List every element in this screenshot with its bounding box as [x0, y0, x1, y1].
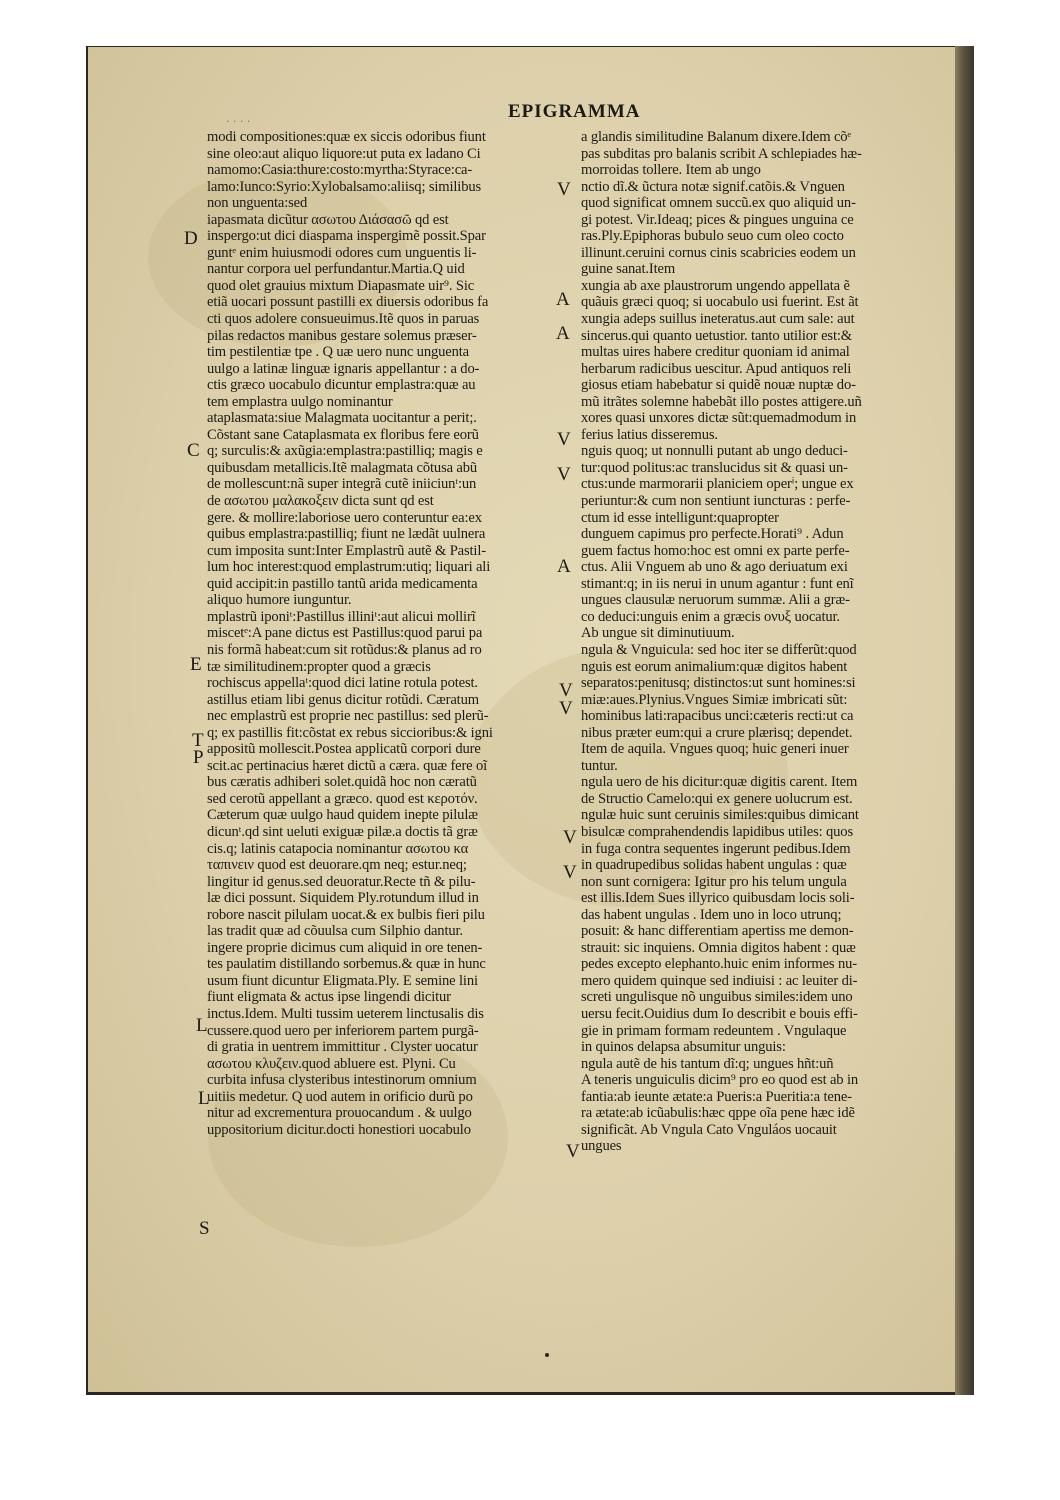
drop-initial: A [556, 323, 570, 344]
text-line: de Structio Camelo:qui ex genere uolucrum est. [581, 790, 853, 807]
text-line: ταπινειν quod est deuorare.qm neq; estur.neq; [207, 857, 467, 874]
text-line: ctus:unde marmorarii planiciem operⁱ; ungue ex [581, 476, 854, 493]
text-line: inctus.Idem. Multi tussim ueterem linctusalis dis [207, 1005, 484, 1022]
text-line: appositũ mollescit.Postea applicatũ corpori dure [207, 741, 481, 758]
text-line: xungia adeps suillus ineteratus.aut cum sale: aut [581, 311, 855, 328]
text-line: nibus præter eum:qui a crure plærisq; dependet. [581, 724, 853, 741]
drop-initial: V [566, 1141, 580, 1162]
text-line: de mollescunt:nã super integrã cutẽ iniiciunᵗ:un [207, 476, 477, 493]
drop-initial: D [184, 228, 198, 249]
text-line: est illis.Idem Sues illyrico quibusdam locis soli- [581, 890, 855, 907]
text-line: nguis quoq; ut nonnulli putant ab ungo deduci- [581, 443, 848, 460]
text-line: quod significat omnem succũ.ex quo aliquid un- [581, 195, 856, 212]
text-line: tes paulatim distillando sorbemus.& quæ in hunc [207, 956, 486, 973]
text-line: læ dici possunt. Siquidem Ply.rotundum illud in [207, 890, 479, 907]
text-line: illinunt.ceruini cornus cinis scabricies eodem un [581, 244, 856, 261]
text-line: mplastrũ iponiᵗ:Pastillus illiniᵗ:aut alicui mollirĩ [207, 608, 476, 625]
text-line: bus cæratis adhiberi solet.quidã hoc non cæratũ [207, 774, 477, 791]
text-line: herbarum radicibus uescitur. Apud antiquos reli [581, 360, 852, 377]
text-line: ngula autẽ de his tantum dĩ:q; ungues hñt:uñ [581, 1055, 834, 1072]
left-text-column [207, 129, 551, 1138]
text-line: nitur ad excrementura prouocandum . & uulgo [207, 1105, 472, 1122]
text-line: q; surculis:& axũgia:emplastra:pastilliq; magis e [207, 443, 483, 460]
text-line: rochiscus appellaᵗ:quod dici latine rotula potest. [207, 675, 478, 692]
text-line: quãuis græci quoq; si uocabulo usi fuerint. Est ãt [581, 294, 859, 311]
text-line: das habent ungulas . Idem uno in loco utrunq; [581, 906, 842, 923]
text-line: quibusdam metallicis.Itẽ malagmata cõtusa abũ [207, 459, 478, 476]
text-line: quid accipit:in pastillo tantũ arida medicamenta [207, 575, 478, 592]
text-line: mũ itrãtes solemne habebãt illo postes attigere.uñ [581, 393, 862, 410]
drop-initial: V [559, 698, 573, 719]
drop-initial: S [199, 1218, 210, 1239]
text-line: uersu fecit.Ouidius dum Io describit e bouis effi- [581, 1005, 858, 1022]
drop-initial: A [556, 289, 570, 310]
text-line: dicunᵗ.qd sint ueluti exiguæ pilæ.a doctis tã græ [207, 823, 478, 840]
text-line: gi potest. Vir.Ideaq; pices & pingues unguina ce [581, 211, 854, 228]
text-line: ferius latius disseremus. [581, 426, 718, 443]
drop-initial: A [557, 556, 571, 577]
text-line: co deduci:unguis enim a græcis ονυξ uocatur. [581, 608, 840, 625]
text-line: cti quos adolere consueuimus.Itẽ quos in paruas [207, 311, 480, 328]
text-line: periuntur:& cum non sentiunt iuncturas : perfe- [581, 493, 851, 510]
drop-initial: V [557, 429, 571, 450]
text-line: pilas redactos manibus gestare solemus præser- [207, 327, 477, 344]
text-line: A teneris unguiculis dicim⁹ pro eo quod est ab in [581, 1072, 859, 1089]
text-line: guem factus homo:hoc est omni ex parte perfe- [581, 542, 850, 559]
drop-initial: T [192, 730, 204, 751]
text-line: Cõstant sane Cataplasmata ex floribus fere eorũ [207, 426, 479, 443]
text-line: dunguem capimus pro perfecte.Horati⁹ . Adun [581, 526, 844, 543]
text-line: sincerus.qui quanto uetustior. tanto utilior est:& [581, 327, 852, 344]
text-line: modi compositiones:quæ ex siccis odoribus fiunt [207, 129, 486, 145]
text-line: inspergo:ut dici diaspama inspergimẽ possit.Spar [207, 228, 486, 245]
text-line: nis formã habeat:cum sit rotũdus:& planus ad ro [207, 641, 482, 658]
text-line: fiunt eligmata & actus ipse lingendi dicitur [207, 989, 451, 1006]
text-line: xores quasi unxores dictæ sũt:quemadmodum in [581, 410, 857, 427]
text-line: miscetᵉ:A pane dictus est Pastillus:quod parui pa [207, 625, 483, 642]
text-line: cum imposita sunt:Inter Emplastrũ autẽ & Pastil- [207, 542, 486, 559]
text-line: fantia:ab ieunte ætate:a Pueris:a Pueritia:a tene- [581, 1088, 852, 1105]
drop-initial: L [198, 1088, 210, 1109]
text-line: Item de aquila. Vngues quoq; huic generi inuer [581, 741, 849, 758]
text-line: non sunt cornigera: Igitur pro his telum ungula [581, 873, 847, 890]
text-line: scit.ac pertinacius hæret dictũ a cæra. quæ fere oĩ [207, 757, 488, 774]
text-line: iapasmata dicũtur ασωτου Διάσασῶ qd est [207, 211, 449, 228]
text-line: ασωτου κλυζειν.quod abluere est. Plyni. Cu [207, 1055, 456, 1072]
text-line: mero quidem quinque sed indiuisi : ac leuiter di- [581, 972, 858, 989]
text-line: lum hoc interest:quod emplastrum:utiq; liquari ali [207, 559, 491, 576]
text-line: tæ similitudinem:propter quod a græcis [207, 658, 431, 675]
text-line: ctus. Alii Vnguem ab uno & ago deriuatum exi [581, 559, 848, 576]
text-line: tur:quod politus:ac translucidus sit & quasi un- [581, 459, 848, 476]
text-line: cussere.quod uero per inferiorem partem purgã- [207, 1022, 479, 1039]
running-head: EPIGRAMMA [508, 101, 641, 122]
text-line: guntᵉ enim huiusmodi odores cum unguentis li- [207, 244, 477, 261]
text-line: etiã uocari possunt pastilli ex diuersis odoribus fa [207, 294, 489, 311]
text-line: q; ex pastillis fit:cõstat ex rebus siccioribus:& igni [207, 724, 493, 741]
text-line: quibus emplastra:pastilliq; fiunt ne lædãt uulnera [207, 526, 486, 543]
text-line: separatos:penitusq; distinctos:ut sunt homines:si [581, 675, 856, 692]
text-line: in fuga contra sequentes ingerunt pedibus.Idem [581, 840, 851, 857]
drop-initial: E [190, 654, 202, 675]
right-text-column [581, 129, 923, 1155]
text-line: cis.q; latinis catapocia nominantur ασωτου κα [207, 840, 469, 857]
text-line: curbita infusa clysteribus intestinorum omnium [207, 1072, 477, 1089]
spine-strip [955, 46, 974, 1395]
text-line: in quadrupedibus solidas habent ungulas : quæ [581, 857, 847, 874]
text-line: sed cerotũ appellant a græco. quod est κεροτόν. [207, 790, 478, 807]
text-line: non unguenta:sed [207, 195, 308, 212]
text-line: in quinos delapsa absumitur unguis: [581, 1039, 786, 1056]
text-line: giosus etiam habebatur si quidẽ nouæ nuptæ do- [581, 377, 856, 394]
text-line: uitiis medetur. Q uod autem in orificio durũ po [207, 1088, 473, 1105]
text-line: bisulcæ comprahendendis lapidibus utiles: quos [581, 823, 853, 840]
text-line: strauit: sic inquiens. Omnia digitos habent : quæ [581, 939, 856, 956]
text-line: stimant:q; in iis nerui in unum agantur : funt enĩ [581, 575, 854, 592]
text-line: nguis est eorum animalium:quæ digitos habent [581, 658, 848, 675]
text-line: nantur corpora uel perfundantur.Martia.Q uid [207, 261, 465, 278]
text-line: posuit: & hanc differentiam apertiss me demon- [581, 923, 854, 940]
text-line: sine oleo:aut aliquo liquore:ut puta ex ladano Ci [207, 145, 481, 162]
text-line: usum fiunt dicuntur Eligmata.Ply. E semine lini [207, 972, 478, 989]
text-line: quod olet grauius mixtum Diapasmate uir⁹. Sic [207, 277, 475, 294]
drop-initial: V [563, 862, 577, 883]
drop-initial: C [187, 440, 200, 461]
text-line: miæ:aues.Plynius.Vngues Simiæ imbricati sũt: [581, 691, 848, 708]
text-line: uulgo a latinæ linguæ ignaris appellantur : a do- [207, 360, 480, 377]
text-line: gere. & mollire:laboriose uero conteruntur ea:ex [207, 509, 482, 526]
text-line: Ab ungue sit diminutiuum. [581, 625, 735, 642]
text-line: ra ætate:ab icũabulis:hæc qppe oĩa pene hæc idẽ [581, 1105, 855, 1122]
folio-mark: · · · · [226, 115, 251, 128]
text-line: hominibus lati:rapacibus unci:cæteris recti:ut ca [581, 708, 854, 725]
text-line: screti ungulisque nõ unguibus similes:idem uno [581, 989, 853, 1006]
text-line: ctis græco uocabulo dicuntur emplastra:quæ au [207, 377, 476, 394]
text-line: guine sanat.Item [581, 261, 676, 278]
text-line: ctum id esse intelligunt:quapropter [581, 509, 779, 526]
text-line: lingitur id genus.sed deuoratur.Recte tñ & pilu- [207, 873, 476, 890]
page-ink-dot [545, 1353, 549, 1357]
text-line: nctio dĩ.& ũctura notæ signif.catõis.& Vnguen [581, 178, 845, 195]
drop-initial: V [559, 680, 573, 701]
text-line: ingere proprie dicimus cum aliquid in ore tenen- [207, 939, 483, 956]
text-line: ngulæ huic sunt ceruinis similes:quibus dimicant [581, 807, 859, 824]
text-line: significãt. Ab Vngula Cato Vnguláos uocauit [581, 1121, 837, 1138]
text-line: tim pestilentiæ tpe . Q uæ uero nunc unguenta [207, 344, 469, 361]
text-line: ungues clausulæ neruorum summæ. Alii a græ- [581, 592, 850, 609]
text-line: aliquo humore iunguntur. [207, 592, 352, 609]
text-line: nec emplastrũ est proprie nec pastillus: sed plerũ- [207, 708, 489, 725]
text-line: tuntur. [581, 757, 618, 774]
text-line: pas subditas pro balanis scribit A schlepiades hæ- [581, 145, 862, 162]
text-line: ungues [581, 1138, 622, 1155]
drop-initial: V [557, 179, 571, 200]
text-line: las tradit quæ ad cõuulsa cum Silphio dantur. [207, 923, 463, 940]
text-line: ataplasmata:siue Malagmata uocitantur a perit;. [207, 410, 477, 427]
text-line: ngula uero de his dicitur:quæ digitis carent. Item [581, 774, 858, 791]
drop-initial: V [563, 827, 577, 848]
drop-initial: P [193, 747, 204, 768]
text-line: a glandis similitudine Balanum dixere.Idem cõᵉ [581, 129, 852, 145]
text-line: ngula & Vnguicula: sed hoc iter se differũt:quod [581, 641, 857, 658]
text-line: di gratia in uentrem immittitur . Clyster uocatur [207, 1039, 478, 1056]
text-line: multas uires habere creditur quoniam id animal [581, 344, 850, 361]
text-line: de ασωτου μαλακοξειν dicta sunt qd est [207, 493, 434, 510]
text-line: astillus etiam libi genus dicitur rotũdi. Cæratum [207, 691, 479, 708]
text-line: Cæterum quæ uulgo haud quidem inepte pilulæ [207, 807, 478, 824]
text-line: pedes excepto elephanto.huic enim informes nu- [581, 956, 857, 973]
text-line: robore nascit pilulam uocat.& ex bulbis fieri pilu [207, 906, 485, 923]
text-line: xungia ab axe plaustrorum ungendo appellata ẽ [581, 277, 850, 294]
text-line: ras.Ply.Epiphoras bubulo seuo cum oleo cocto [581, 228, 844, 245]
drop-initial: L [196, 1015, 208, 1036]
drop-initial: V [557, 464, 571, 485]
text-line: tem emplastra uulgo nominantur [207, 393, 393, 410]
text-line: lamo:Iunco:Syrio:Xylobalsamo:aliisq; similibus [207, 178, 482, 195]
text-line: gie in primam formam redeuntem . Vngulaque [581, 1022, 847, 1039]
text-line: morroidas tollere. Item ab ungo [581, 162, 761, 179]
text-line: namomo:Casia:thure:costo:myrtha:Styrace:ca- [207, 162, 473, 179]
text-line: uppositorium dicitur.docti honestiori uocabulo [207, 1121, 471, 1138]
